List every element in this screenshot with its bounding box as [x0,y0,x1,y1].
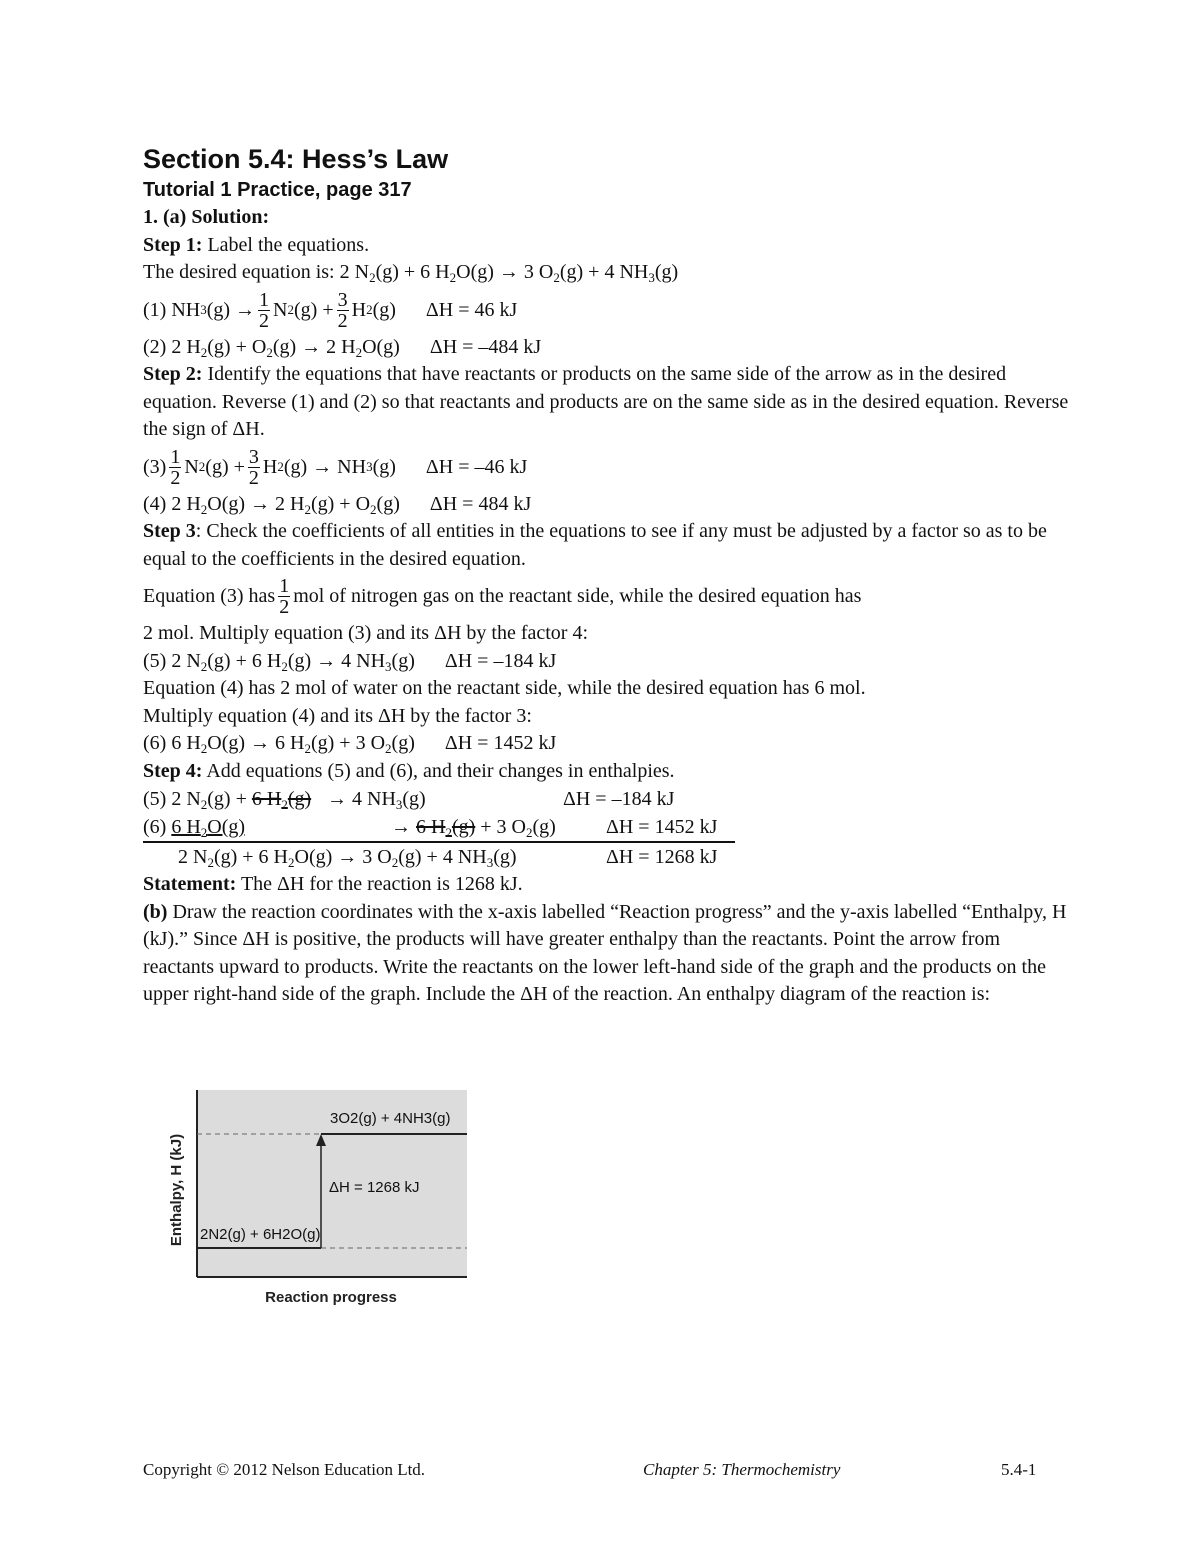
equation-1-enthalpy: ΔH = 46 kJ [425,298,518,321]
step-2: Step 2: Identify the equations that have reactants or products on the same side of the arrow as in the desired equation. Reverse (1) and (2) so that reactants and products are on the same side as in the desired equation. Reverse the sign of ΔH. [143,363,1069,440]
equation-1: (1) NH 3 (g) → $\frac{1}{2}$ N 2 (g) + $\frac{3}{2}$ H 2 (g) ΔH = 46 kJ [143,288,518,332]
footer-chapter: Chapter 5: Thermochemistry [643,1460,841,1479]
footer-copyright: Copyright © 2012 Nelson Education Ltd. [143,1460,426,1479]
step-3: Step 3: Check the coefficients of all entities in the equations to see if any must be adjusted by a factor so as to be equal to the coefficients in the desired equation. [143,520,1047,570]
desired-equation: The desired equation is: 2 $N_2(g) + 6$ $H_2O(g) \to 3$ $O_2(g) + 4$ $NH_3(g)$ [143,261,679,285]
step-4: Step 4: Add equations (5) and (6), and their changes in enthalpies. [143,759,675,782]
equation-3-note: Equation (3) has $\frac{1}{2}$ mol of nitrogen gas on the reactant side, while the desired equation has [143,575,862,618]
section-title: Section 5.4: Hess’s Law [143,144,449,174]
equation-3: (3) $\frac{1}{2}$ N 2 (g) + $\frac{3}{2}$ H 2 (g) → NH 3 (g) ΔH = –46 kJ [143,445,528,489]
fraction-three-halves: $\frac{3}{2}$ [337,288,348,332]
sum-row-5: (5) 2 $N_2(g) + 6$ $H_2(g)$ → 4 $NH_3(g)$ ΔH = –184 kJ [143,788,675,812]
x-axis-label: Reaction progress [265,1289,397,1306]
y-axis-label: Enthalpy, H (kJ) [168,1133,185,1247]
step-1: Step 1: Label the equations. [143,233,370,256]
page-footer [143,1460,1053,1480]
tutorial-title: Tutorial 1 Practice, page 317 [143,179,412,201]
sum-row-6: (6) 6 $H_2O(g)$ → 6 $H_2(g) + 3$ $O_2(g)$ ΔH = 1452 kJ [143,813,735,843]
statement: Statement: The ΔH for the reaction is 1268 kJ. [143,873,523,895]
multiply-4: Multiply equation (4) and its ΔH by the factor 3: [143,704,532,727]
multiply-3: 2 mol. Multiply equation (3) and its ΔH by the factor 4: [143,622,589,644]
reactants-label: 2N2(g) + 6H2O(g) [200,1226,321,1243]
enthalpy-diagram [163,1090,473,1315]
fraction-half: $\frac{1}{2}$ [259,288,270,332]
equation-2: (2) 2 $H_2(g) + O_2(g) \to 2$ $H_2O(g) \Delta H = -484$ kJ [143,335,542,360]
equation-4-note: Equation (4) has 2 mol of water on the reactant side, while the desired equation has 6 mol. [143,677,866,699]
equation-5: (5) 2 $N_2(g) + 6$ $H_2(g) \to 4$ $NH_3(g) \Delta H = -184$ kJ [143,649,557,674]
footer-page-number: 5.4-1 [1001,1460,1037,1479]
delta-h-label: ΔH = 1268 kJ [329,1179,420,1196]
equation-6: (6) 6 $H_2O(g) \to 6$ $H_2(g) + 3$ $O_2(g) \Delta H = 1452$ kJ [143,732,557,756]
question-1a-heading: 1. (a) Solution: [143,206,270,228]
sum-total-row: 2 $N_2(g) + 6$ $H_2O(g) \to 3$ $O_2(g) + 4$ $NH_3(g)$ ΔH = 1268 kJ [178,846,718,870]
document-body [143,142,1073,1009]
part-b: (b) Draw the reaction coordinates with the x-axis labelled “Reaction progress” and the y-axis labelled “Enthalpy, H (kJ).” Since ΔH is positive, the products will have greater enthalpy than the reactants. Point the arrow from reactants upward to products. Write the reactants on the lower left-hand side of the graph and the products on the upper right-hand side of the graph. Include the ΔH of the reaction. An enthalpy diagram of the reaction is: [143,900,1067,1005]
products-label: 3O2(g) + 4NH3(g) [330,1110,451,1127]
equation-4: (4) 2 $H_2O(g) \to 2$ $H_2(g) + O_2(g) \Delta H = 484$ kJ [143,492,532,517]
